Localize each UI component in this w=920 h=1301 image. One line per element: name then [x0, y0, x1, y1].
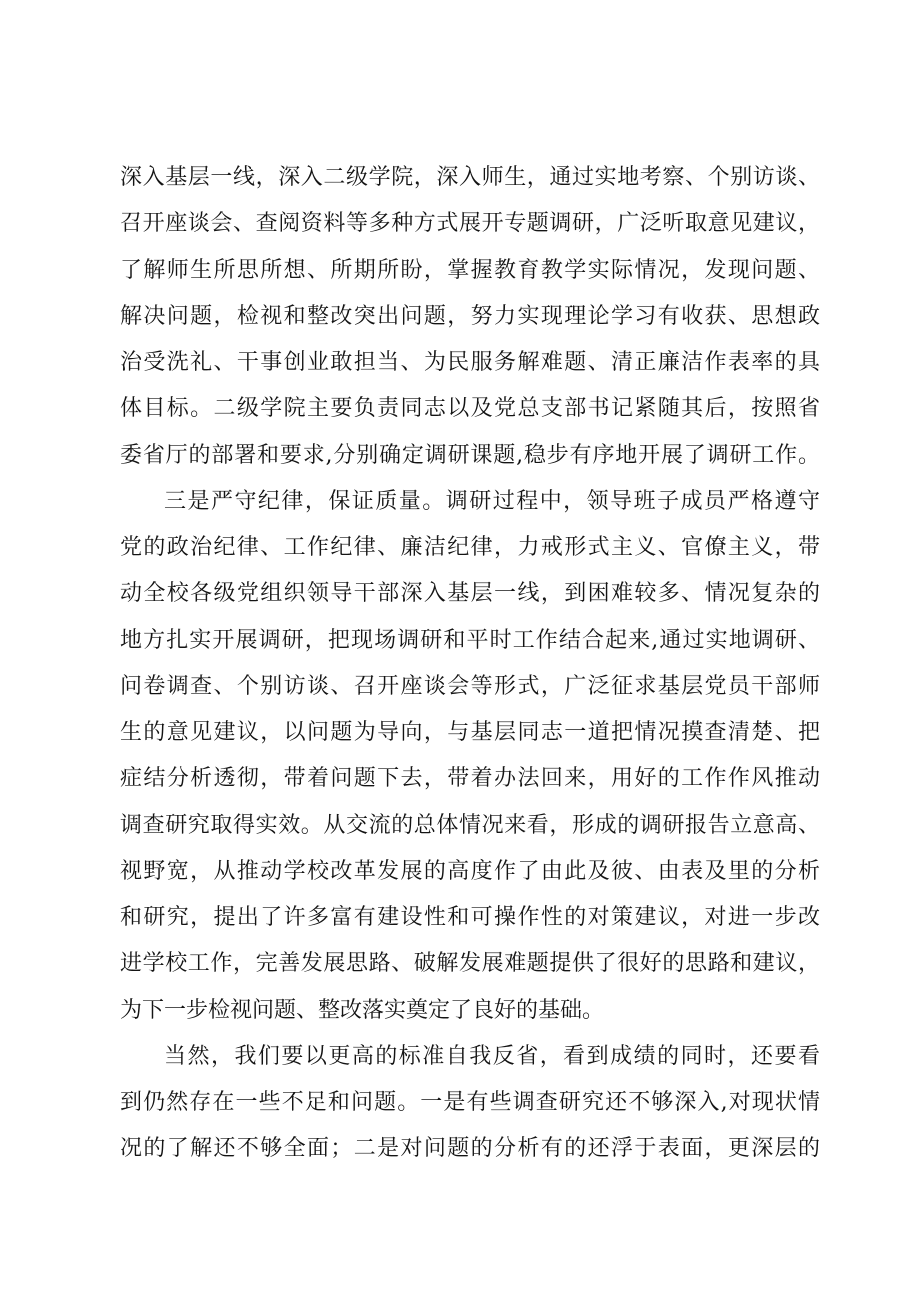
paragraph-2-line-8: 调查研究取得实效。从交流的总体情况来看，形成的调研报告立意高、	[120, 812, 820, 838]
paragraph-2-line-6: 生的意见建议，以问题为导向，与基层同志一道把情况摸查清楚、把	[120, 720, 820, 745]
paragraph-2-line-12: 为下一步检视问题、整改落实奠定了良好的基础。	[120, 997, 605, 1023]
paragraph-2-line-9: 视野宽，从推动学校改革发展的高度作了由此及彼、由表及里的分析	[120, 858, 820, 884]
paragraph-2-line-11: 进学校工作，完善发展思路、破解发展难题提供了很好的思路和建议，	[120, 951, 820, 977]
paragraph-3-line-1: 当然，我们要以更高的标准自我反省，看到成绩的同时，还要看	[164, 1043, 820, 1069]
paragraph-2-line-10: 和研究，提出了许多富有建设性和可操作性的对策建议，对进一步改	[120, 905, 820, 930]
paragraph-1-line-7: 委省厅的部署和要求,分别确定调研课题,稳步有序地开展了调研工作。	[120, 442, 820, 468]
paragraph-1-line-4: 解决问题，检视和整改突出问题，努力实现理论学习有收获、思想政	[120, 303, 820, 329]
paragraph-3-line-3: 况的了解还不够全面；二是对问题的分析有的还浮于表面，更深层的	[120, 1136, 820, 1162]
paragraph-1-line-1: 深入基层一线，深入二级学院，深入师生，通过实地考察、个别访谈、	[120, 165, 820, 190]
paragraph-1-line-5: 治受洗礼、干事创业敢担当、为民服务解难题、清正廉洁作表率的具	[120, 350, 820, 375]
paragraph-3-line-2: 到仍然存在一些不足和问题。一是有些调查研究还不够深入,对现状情	[120, 1090, 820, 1115]
paragraph-1-line-6: 体目标。二级学院主要负责同志以及党总支部书记紧随其后，按照省	[120, 396, 820, 422]
paragraph-2-line-5: 问卷调查、个别访谈、召开座谈会等形式，广泛征求基层党员干部师	[120, 673, 820, 699]
paragraph-1-line-2: 召开座谈会、查阅资料等多种方式展开专题调研，广泛听取意见建议，	[120, 211, 820, 237]
paragraph-2-line-2: 党的政治纪律、工作纪律、廉洁纪律，力戒形式主义、官僚主义，带	[120, 535, 820, 560]
paragraph-2-line-4: 地方扎实开展调研，把现场调研和平时工作结合起来,通过实地调研、	[120, 627, 820, 653]
document-body	[120, 155, 820, 1173]
paragraph-2-line-7: 症结分析透彻，带着问题下去，带着办法回来，用好的工作作风推动	[120, 766, 820, 792]
paragraph-2-line-3: 动全校各级党组织领导干部深入基层一线，到困难较多、情况复杂的	[120, 581, 820, 607]
paragraph-2-line-1: 三是严守纪律，保证质量。调研过程中，领导班子成员严格遵守	[164, 488, 820, 514]
paragraph-1-line-3: 了解师生所思所想、所期所盼，掌握教育教学实际情况，发现问题、	[120, 257, 820, 283]
